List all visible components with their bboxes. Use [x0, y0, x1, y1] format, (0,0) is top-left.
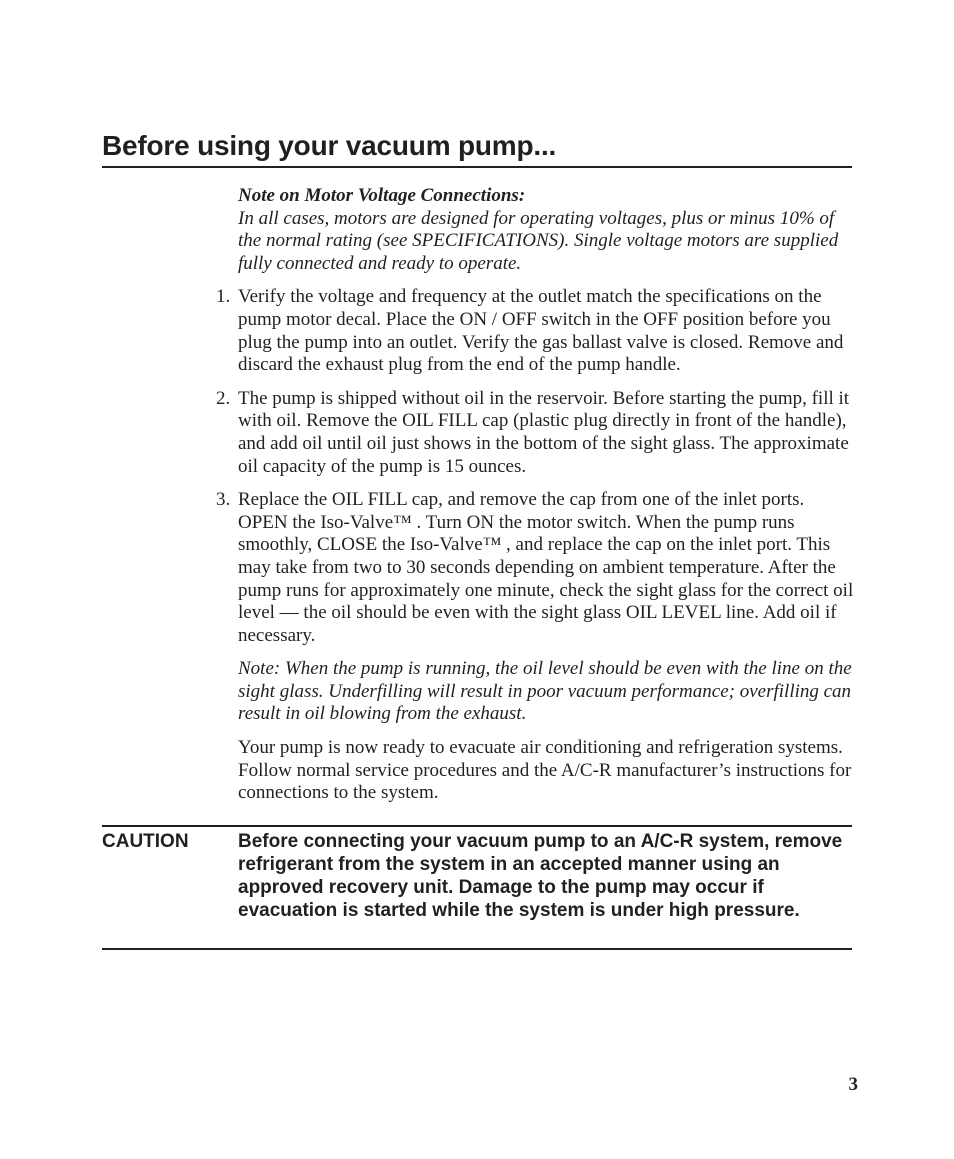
- ready-paragraph: Your pump is now ready to evacuate air conditioning and refrigeration systems. Follow normal service procedures and the A/C-R manufacturer’s instructions for connections to the system.: [238, 737, 852, 804]
- motor-voltage-note: [238, 185, 854, 275]
- page-title: Before using your vacuum pump...: [102, 130, 557, 161]
- caution-text: Before connecting your vacuum pump to an A/C-R system, remove refrigerant from the system in an accepted manner using an approved recovery unit. Damage to the pump may occur if evacuation is started while the system is under high pressure.: [238, 831, 843, 921]
- caution-bottom-rule: [102, 948, 852, 950]
- step-number: 2.: [216, 387, 231, 409]
- step-text: The pump is shipped without oil in the reservoir. Before starting the pump, fill it with oil. Remove the OIL FILL cap (plastic plug directly in front of the handle), and add oil until oil just shows in the bottom of the sight glass. The approximate oil capacity of the pump is 15 ounces.: [238, 387, 850, 477]
- step-number: 1.: [216, 286, 231, 308]
- caution-top-rule: [102, 825, 852, 827]
- oil-level-note: Note: When the pump is running, the oil level should be even with the line on the sight glass. Underfilling will result in poor vacuum performance; overfilling can result in oil blowing from the exhaust.: [238, 658, 852, 725]
- step-item: [216, 387, 854, 478]
- step-text: Replace the OIL FILL cap, and remove the cap from one of the inlet ports. OPEN the Iso-Valve™ . Turn ON the motor switch. When the pump runs smoothly, CLOSE the Iso-Valve™ , and replace the cap on the inlet port. This may take from two to 30 seconds depending on ambient temperature. After the pump runs for approximately one minute, check the sight glass for the correct oil level — the oil should be even with the sight glass OIL LEVEL line. Add oil if necessary.: [238, 489, 854, 646]
- heading-rule: [102, 166, 852, 168]
- steps-list: [216, 286, 854, 647]
- step-item: [216, 286, 854, 376]
- step-item: [216, 489, 854, 647]
- caution-label: CAUTION: [102, 831, 189, 852]
- page-number: 3: [848, 1074, 858, 1095]
- step-text: Verify the voltage and frequency at the outlet match the specifications on the pump motor decal. Place the ON / OFF switch in the OFF position before you plug the pump into an outlet. Verify the gas ballast valve is closed. Remove and discard the exhaust plug from the end of the pump handle.: [238, 286, 844, 376]
- step-number: 3.: [216, 489, 231, 511]
- instructions-column: [216, 185, 854, 816]
- note-title: Note on Motor Voltage Connections:: [238, 185, 526, 206]
- note-text: In all cases, motors are designed for operating voltages, plus or minus 10% of the normal rating (see SPECIFICATIONS). Single voltage motors are supplied fully connected and ready to operate.: [238, 207, 839, 274]
